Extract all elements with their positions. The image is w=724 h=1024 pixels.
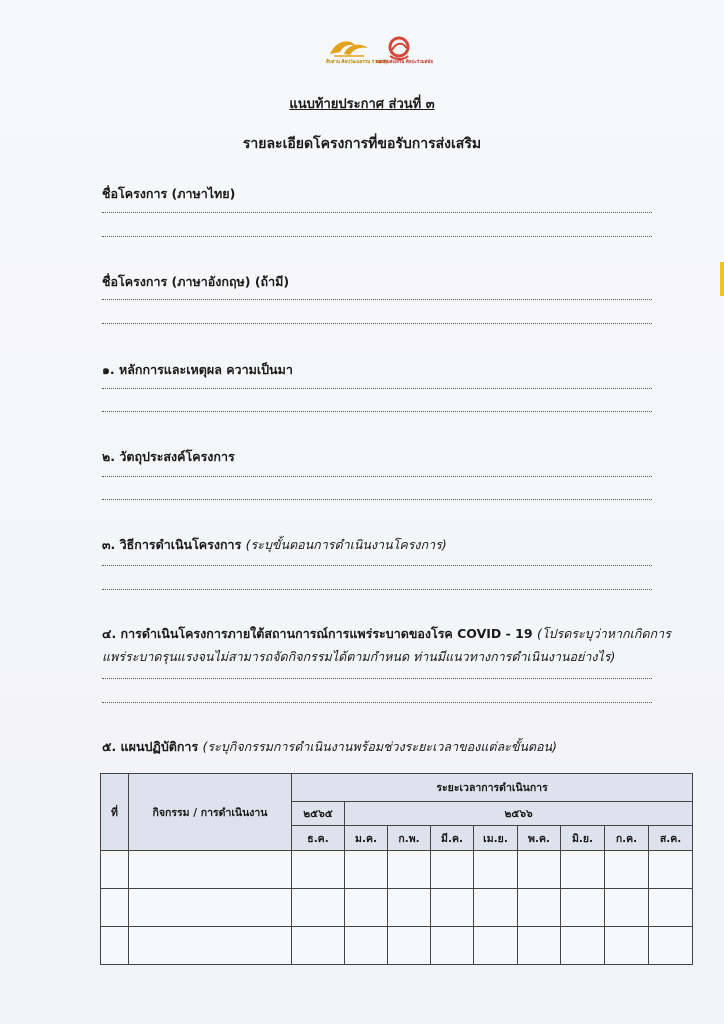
table-cell[interactable] (605, 851, 649, 889)
table-cell[interactable] (649, 889, 693, 927)
month-header: ม.ค. (345, 826, 388, 851)
table-cell[interactable] (345, 889, 388, 927)
month-header: เม.ย. (474, 826, 518, 851)
table-cell[interactable] (474, 851, 518, 889)
attachment-heading-text: แนบท้ายประกาศ ส่วนที่ ๓ (289, 97, 435, 112)
action-plan-table (100, 773, 693, 965)
table-cell[interactable] (605, 927, 649, 965)
year-header-2566: ๒๕๖๖ (345, 802, 693, 826)
section-4-note-continued: แพร่ระบาดรุนแรงจนไม่สามารถจัดกิจกรรมได้ตามกำหนด ท่านมีแนวทางการดำเนินงานอย่างไร) (102, 649, 616, 664)
section-3-title: ๓. วิธีการดำเนินโครงการ (102, 537, 242, 552)
project-name-en-label: ชื่อโครงการ (ภาษาอังกฤษ) (ถ้ามี) (102, 274, 290, 289)
section-4-line-1[interactable] (102, 678, 652, 679)
fund-logo-icon (376, 36, 422, 62)
section-5-label (102, 737, 557, 757)
section-2-label: ๒. วัตถุประสงค์โครงการ (102, 449, 235, 464)
table-cell[interactable] (129, 851, 292, 889)
action-plan-body (101, 851, 693, 965)
month-header: มิ.ย. (561, 826, 605, 851)
section-4-label (102, 624, 671, 644)
section-4-note: (โปรดระบุว่าหากเกิดการ (536, 626, 671, 641)
table-cell[interactable] (474, 927, 518, 965)
table-cell[interactable] (101, 851, 129, 889)
table-cell[interactable] (431, 927, 474, 965)
month-header: ก.พ. (388, 826, 431, 851)
table-cell[interactable] (561, 889, 605, 927)
culture-logo-text: สืบสาน ศิลปวัฒนธรรม ร่วมสมัย (326, 60, 389, 65)
table-cell[interactable] (431, 851, 474, 889)
table-cell[interactable] (518, 927, 561, 965)
project-name-th-label: ชื่อโครงการ (ภาษาไทย) (102, 186, 236, 201)
project-name-en-line-2[interactable] (102, 323, 652, 324)
table-cell[interactable] (388, 889, 431, 927)
table-cell[interactable] (129, 927, 292, 965)
month-header: ก.ค. (605, 826, 649, 851)
table-cell[interactable] (561, 851, 605, 889)
culture-logo-icon (326, 36, 372, 62)
section-2-line-2[interactable] (102, 499, 652, 500)
table-cell[interactable] (292, 851, 345, 889)
table-cell[interactable] (388, 927, 431, 965)
table-cell[interactable] (129, 889, 292, 927)
table-row (101, 851, 693, 889)
table-cell[interactable] (605, 889, 649, 927)
project-name-en-line-1[interactable] (102, 299, 652, 300)
month-header: ธ.ค. (292, 826, 345, 851)
table-row (101, 927, 693, 965)
fund-logo-text: กองทุนส่งเสริม ศิลปะร่วมสมัย (376, 60, 433, 65)
month-header: มี.ค. (431, 826, 474, 851)
page-title: รายละเอียดโครงการที่ขอรับการส่งเสริม (242, 136, 482, 152)
section-5-note: (ระบุกิจกรรมการดำเนินงานพร้อมช่วงระยะเวลาของแต่ละขั้นตอน) (202, 739, 557, 754)
table-cell[interactable] (518, 889, 561, 927)
edge-marker (720, 262, 724, 296)
year-header-2565: ๒๕๖๕ (292, 802, 345, 826)
month-header: พ.ค. (518, 826, 561, 851)
section-1-line-1[interactable] (102, 388, 652, 389)
col-header-activity: กิจกรรม / การดำเนินงาน (129, 774, 292, 851)
header-logos (326, 36, 433, 88)
project-name-th-line-1[interactable] (102, 212, 652, 213)
month-header: ส.ค. (649, 826, 693, 851)
table-cell[interactable] (561, 927, 605, 965)
table-cell[interactable] (431, 889, 474, 927)
table-row (101, 889, 693, 927)
table-cell[interactable] (345, 851, 388, 889)
section-2-line-1[interactable] (102, 476, 652, 477)
section-4-line-2[interactable] (102, 702, 652, 703)
section-3-line-2[interactable] (102, 589, 652, 590)
table-cell[interactable] (649, 927, 693, 965)
table-cell[interactable] (518, 851, 561, 889)
section-3-note: (ระบุขั้นตอนการดำเนินงานโครงการ) (245, 537, 447, 552)
section-5-title: ๕. แผนปฏิบัติการ (102, 739, 199, 754)
period-header: ระยะเวลาการดำเนินการ (292, 774, 693, 802)
col-header-no: ที่ (101, 774, 129, 851)
project-name-th-line-2[interactable] (102, 236, 652, 237)
section-4-title: ๔. การดำเนินโครงการภายใต้สถานการณ์การแพร่ระบาดของโรค COVID - 19 (102, 626, 533, 641)
table-cell[interactable] (292, 927, 345, 965)
section-3-label (102, 535, 447, 555)
table-cell[interactable] (292, 889, 345, 927)
section-1-label: ๑. หลักการและเหตุผล ความเป็นมา (102, 362, 293, 377)
table-cell[interactable] (345, 927, 388, 965)
table-cell[interactable] (388, 851, 431, 889)
table-cell[interactable] (474, 889, 518, 927)
section-3-line-1[interactable] (102, 565, 652, 566)
table-cell[interactable] (649, 851, 693, 889)
table-cell[interactable] (101, 889, 129, 927)
table-cell[interactable] (101, 927, 129, 965)
attachment-heading (0, 93, 724, 114)
section-1-line-2[interactable] (102, 411, 652, 412)
